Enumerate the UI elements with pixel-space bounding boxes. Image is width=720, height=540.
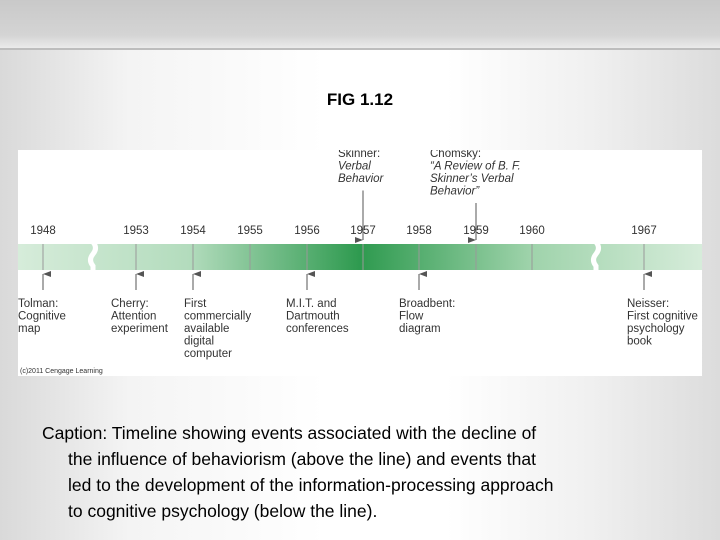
event-label-line: conferences	[286, 323, 349, 335]
event-below	[399, 274, 455, 335]
event-label-line: Flow	[399, 310, 424, 323]
event-label-line: Behavior”	[430, 185, 480, 198]
event-label-line: diagram	[399, 323, 441, 335]
copyright-text: (c)2011 Cengage Learning	[20, 368, 103, 375]
event-label-line: Behavior	[338, 173, 384, 185]
year-label: 1960	[519, 225, 545, 237]
event-label-line: Attention	[111, 310, 157, 323]
event-below	[18, 274, 66, 335]
event-label-line: computer	[184, 348, 232, 360]
event-label-line: Verbal	[338, 160, 371, 173]
event-label-line: Broadbent:	[399, 298, 456, 310]
event-label-line: Tolman:	[18, 298, 59, 310]
event-below	[286, 274, 349, 335]
event-label-line: Cherry:	[111, 298, 149, 310]
timeline-figure	[18, 150, 702, 376]
event-label-line: map	[18, 323, 41, 335]
event-label-line: Cognitive	[18, 310, 66, 323]
event-label-line: “A Review of B. F.	[430, 160, 521, 173]
event-label-line: commercially	[184, 310, 252, 323]
caption-line: led to the development of the information-processing approach	[68, 475, 554, 495]
event-label-line: First	[184, 298, 207, 310]
event-label-line: First cognitive	[627, 310, 698, 323]
event-label-line: psychology	[627, 323, 685, 335]
top-divider	[0, 48, 720, 50]
year-label: 1955	[237, 225, 263, 237]
year-label: 1948	[30, 225, 56, 237]
year-label: 1967	[631, 225, 657, 237]
year-label: 1959	[463, 225, 489, 237]
event-label-line: Dartmouth	[286, 310, 340, 323]
event-below	[111, 274, 169, 335]
event-label-line: book	[627, 335, 652, 348]
year-label: 1954	[180, 225, 206, 237]
event-label-line: digital	[184, 335, 215, 348]
event-label-line: Chomsky:	[430, 150, 482, 160]
year-label: 1957	[350, 225, 376, 237]
figure-title: FIG 1.12	[326, 90, 394, 109]
year-label: 1958	[406, 225, 432, 237]
event-below	[184, 274, 251, 360]
year-label: 1953	[123, 225, 149, 237]
caption-line: Caption: Timeline showing events associated with the decline of	[42, 423, 537, 443]
top-bar	[0, 0, 720, 50]
event-label-line: available	[184, 323, 230, 335]
event-label-line: Neisser:	[627, 298, 670, 310]
event-below	[627, 274, 698, 348]
year-label: 1956	[294, 225, 320, 237]
event-label-line: experiment	[111, 323, 168, 335]
caption-line: the influence of behaviorism (above the line) and events that	[68, 449, 536, 469]
event-label-line: M.I.T. and	[286, 298, 337, 310]
figure-caption	[42, 420, 682, 524]
event-label-line: Skinner’s Verbal	[430, 173, 514, 185]
event-label-line: Skinner:	[338, 150, 381, 160]
timeline-diagram	[18, 150, 702, 376]
caption-line: to cognitive psychology (below the line).	[68, 501, 378, 521]
